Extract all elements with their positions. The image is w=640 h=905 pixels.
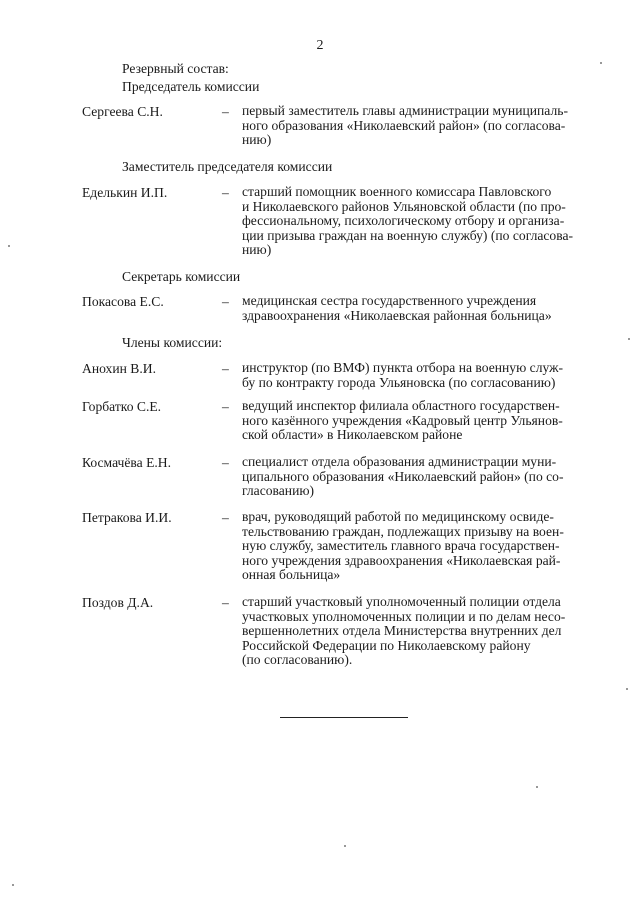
desc-line: здравоохранения «Николаевская районная больница»: [242, 307, 552, 323]
entry-dash: –: [222, 294, 229, 309]
entry-dash: –: [222, 455, 229, 470]
entry-name: Поздов Д.А.: [82, 595, 154, 610]
entry-dash: –: [222, 510, 229, 525]
desc-line: медицинская сестра государственного учреждения: [242, 293, 537, 308]
entry-description: [242, 399, 640, 443]
desc-line: гласованию): [242, 483, 315, 499]
entry-dash: –: [222, 361, 229, 376]
desc-line: ную службу, заместитель главного врача государствен-: [242, 538, 560, 554]
desc-line: ного учреждения здравоохранения «Николаевская рай-: [242, 552, 561, 568]
entry-description: [242, 595, 640, 668]
entry-dash: –: [222, 185, 229, 200]
desc-line: инструктор (по ВМФ) пункта отбора на военную служ-: [242, 360, 564, 375]
members-heading: Члены комиссии:: [122, 335, 223, 350]
scan-speck: [626, 688, 628, 690]
entry-dash: –: [222, 104, 229, 119]
closing-rule: [280, 717, 408, 718]
desc-line: ного образования «Николаевский район» (по согласова-: [242, 117, 566, 133]
entry-dash: –: [222, 595, 229, 610]
entry-description: [242, 294, 640, 323]
desc-line: ного казённого учреждения «Кадровый центр Ульянов-: [242, 412, 563, 428]
entry-description: [242, 104, 640, 148]
reserve-heading: Резервный состав:: [122, 61, 229, 76]
desc-line: нию): [242, 242, 272, 258]
desc-line: вершеннолетних отдела Министерства внутренних дел: [242, 623, 562, 639]
entry-name: Петракова И.И.: [82, 510, 172, 525]
scan-speck: [628, 338, 630, 340]
entry-name: Горбатко С.Е.: [82, 399, 162, 414]
desc-line: старший помощник военного комиссара Павловского: [242, 184, 552, 199]
secretary-heading: Секретарь комиссии: [122, 269, 241, 284]
chair-heading: Председатель комиссии: [122, 79, 260, 94]
entry-name: Космачёва Е.Н.: [82, 455, 172, 470]
desc-line: ведущий инспектор филиала областного государствен-: [242, 398, 560, 413]
entry-name: Анохин В.И.: [82, 361, 156, 376]
desc-line: старший участковый уполномоченный полиции отдела: [242, 594, 561, 609]
desc-line: ской области» в Николаевском районе: [242, 427, 463, 443]
entry-description: [242, 455, 640, 499]
desc-line: нию): [242, 132, 272, 148]
desc-line: и Николаевского районов Ульяновской области (по про-: [242, 198, 566, 214]
desc-line: первый заместитель главы администрации муниципаль-: [242, 103, 568, 118]
desc-line: тельствованию граждан, подлежащих призыву на воен-: [242, 523, 564, 539]
desc-line: бу по контракту города Ульяновска (по согласованию): [242, 374, 556, 390]
scan-speck: [536, 786, 538, 788]
desc-line: ции призыва граждан на военную службу) (по согласова-: [242, 227, 574, 243]
entry-description: [242, 185, 640, 258]
desc-line: онная больница»: [242, 567, 341, 583]
scan-speck: [600, 62, 602, 64]
entry-description: [242, 510, 640, 583]
entry-name: Сергеева С.Н.: [82, 104, 163, 119]
desc-line: Российской Федерации по Николаевскому району: [242, 637, 531, 653]
desc-line: фессиональному, психологическому отбору и организа-: [242, 213, 565, 229]
scan-speck: [12, 884, 14, 886]
desc-line: участковых уполномоченных полиции и по делам несо-: [242, 608, 566, 624]
entry-dash: –: [222, 399, 229, 414]
desc-line: ципального образования «Николаевский район» (по со-: [242, 468, 564, 484]
desc-line: специалист отдела образования администрации муни-: [242, 454, 557, 469]
scan-speck: [344, 845, 346, 847]
entry-description: [242, 361, 640, 390]
deputy-heading: Заместитель председателя комиссии: [122, 159, 333, 174]
desc-line: врач, руководящий работой по медицинскому освиде-: [242, 509, 554, 524]
desc-line: (по согласованию).: [242, 652, 353, 668]
entry-name: Еделькин И.П.: [82, 185, 168, 200]
page-number: 2: [316, 38, 324, 53]
entry-name: Покасова Е.С.: [82, 294, 164, 309]
scan-speck: [8, 245, 10, 247]
